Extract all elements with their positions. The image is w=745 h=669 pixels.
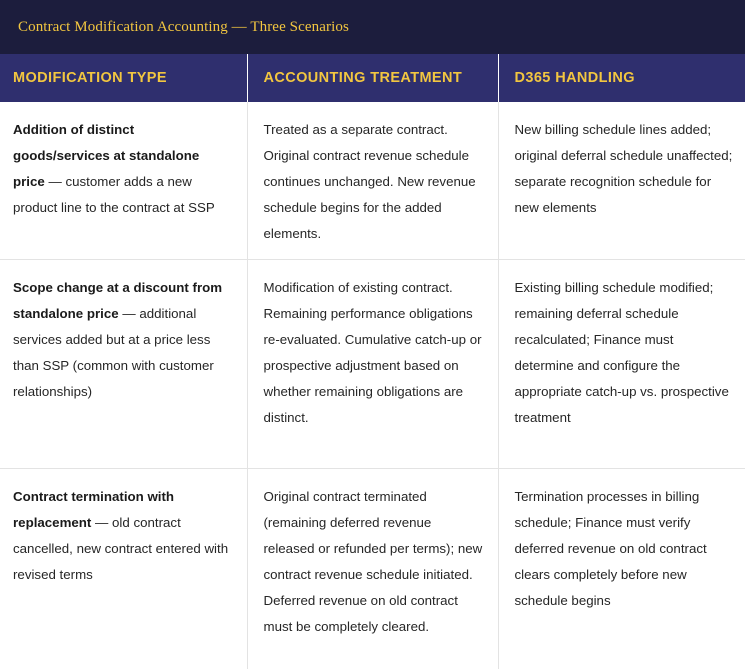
modification-type-cell <box>0 102 247 259</box>
table-row <box>0 468 745 669</box>
title-bar <box>0 0 745 54</box>
column-header-modification-type: MODIFICATION TYPE <box>0 54 247 102</box>
d365-handling-cell: Termination processes in billing schedule; Finance must verify deferred revenue on old contract clears completely before new schedule begins <box>514 488 707 608</box>
modification-type-description: — additional services added but at a price less than SSP (common with customer relationships) <box>13 305 214 399</box>
accounting-treatment-cell: Original contract terminated (remaining deferred revenue released or refunded per terms); new contract revenue schedule initiated. Deferred revenue on old contract must be completely cleared. <box>247 468 498 669</box>
d365-handling-cell: Existing billing schedule modified; remaining deferral schedule recalculated; Finance must determine and configure the appropriate catch-up vs. prospective treatment <box>498 259 745 468</box>
modification-table <box>0 54 745 669</box>
page-title: Contract Modification Accounting — Three Scenarios <box>18 18 349 35</box>
column-header-accounting-treatment: ACCOUNTING TREATMENT <box>247 54 498 102</box>
modification-type-cell <box>0 468 247 669</box>
table-row <box>0 102 745 259</box>
table-row <box>0 259 745 468</box>
modification-type-description: — old contract cancelled, new contract entered with revised terms <box>13 514 229 582</box>
column-header-d365-handling: D365 HANDLING <box>498 54 745 102</box>
modification-type-cell <box>0 259 247 468</box>
accounting-treatment-cell: Modification of existing contract. Remaining performance obligations re-evaluated. Cumulative catch-up or prospective adjustment based on whether remaining obligations are distinct. <box>247 259 498 468</box>
modification-type-name: Contract termination with replacement <box>13 488 175 530</box>
modification-type-name: Scope change at a discount from standalone price <box>13 279 223 321</box>
modification-type-name: Addition of distinct goods/services at standalone price <box>13 122 200 189</box>
accounting-treatment-cell: Treated as a separate contract. Original contract revenue schedule continues unchanged. New revenue schedule begins for the added elements. <box>247 102 498 259</box>
modification-type-description: — customer adds a new product line to the contract at SSP <box>13 174 215 215</box>
table-header-row <box>0 54 745 102</box>
d365-handling-cell: New billing schedule lines added; original deferral schedule unaffected; separate recognition schedule for new elements <box>498 102 745 259</box>
